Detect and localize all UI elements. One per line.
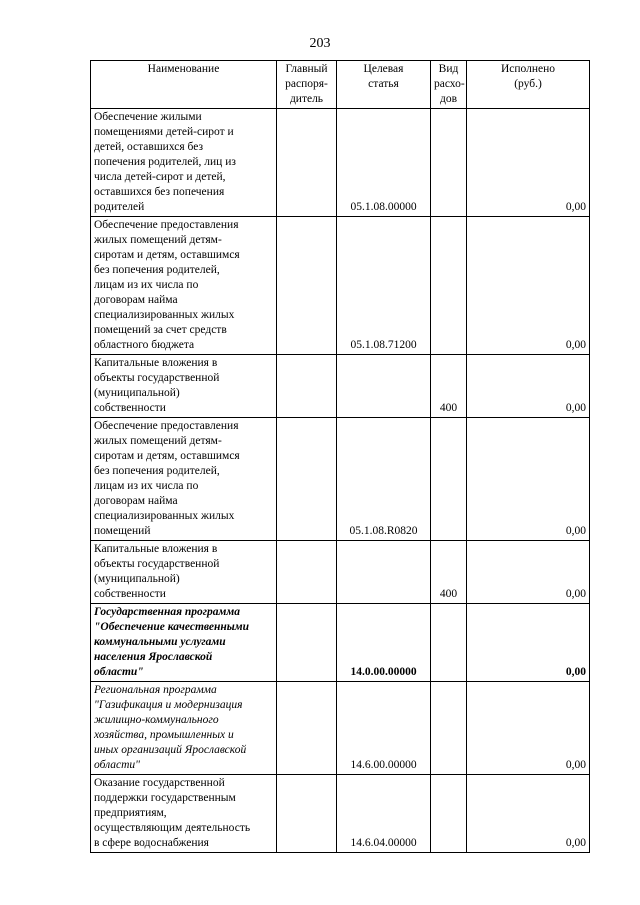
row-name-line: (муниципальной) [94,387,180,399]
row-name-line: жилых помещений детям- [94,234,222,246]
row-name-line: хозяйства, промышленных и [94,729,234,741]
row-name-cell [91,604,277,682]
header-type: Вид расхо- дов [431,61,467,109]
row-type-cell [431,217,467,355]
row-executed-cell: 0,00 [467,682,590,775]
row-name-line: помещениями детей-сирот и [94,126,234,138]
row-type-cell: 400 [431,355,467,418]
row-type-cell [431,775,467,853]
row-name-line: договорам найма [94,495,178,507]
row-name-line: Обеспечение жилыми [94,111,202,123]
row-type-cell: 400 [431,541,467,604]
row-name-line: собственности [94,402,166,414]
row-executed-cell: 0,00 [467,109,590,217]
row-type-cell [431,109,467,217]
table-row [91,775,590,853]
row-admin-cell [277,355,337,418]
header-target: Целевая статья [337,61,431,109]
row-name-line: коммунальными услугами [94,636,226,648]
row-target-cell: 05.1.08.71200 [337,217,431,355]
row-name-line: специализированных жилых [94,309,235,321]
row-name-line: помещений [94,525,151,537]
row-name-cell [91,541,277,604]
row-executed-cell: 0,00 [467,418,590,541]
row-name-line: Региональная программа [94,684,217,696]
row-name-cell [91,355,277,418]
row-name-line: объекты государственной [94,558,220,570]
row-name-line: жилищно-коммунального [94,714,219,726]
row-executed-cell: 0,00 [467,775,590,853]
row-name-line: населения Ярославской [94,651,213,663]
row-admin-cell [277,217,337,355]
row-target-cell: 05.1.08.R0820 [337,418,431,541]
row-name-line: "Газификация и модернизация [94,699,243,711]
row-name-line: помещений за счет средств [94,324,227,336]
row-executed-cell: 0,00 [467,604,590,682]
row-name-line: поддержки государственным [94,792,236,804]
row-name-line: Обеспечение предоставления [94,219,239,231]
header-name: Наименование [91,61,277,109]
row-executed-cell: 0,00 [467,541,590,604]
row-admin-cell [277,682,337,775]
table-body [91,109,590,853]
row-target-cell [337,355,431,418]
row-type-cell [431,418,467,541]
row-target-cell [337,541,431,604]
table-row [91,109,590,217]
row-admin-cell [277,604,337,682]
row-name-line: без попечения родителей, [94,465,220,477]
row-name-line: объекты государственной [94,372,220,384]
row-name-cell [91,418,277,541]
row-type-cell [431,604,467,682]
table-row [91,541,590,604]
row-name-line: собственности [94,588,166,600]
table-row [91,217,590,355]
header-executed: Исполнено (руб.) [467,61,590,109]
row-name-line: лицам из их числа по [94,480,199,492]
table-row [91,355,590,418]
row-name-line: области" [94,759,140,771]
row-name-line: детей, оставшихся без [94,141,204,153]
table-row [91,682,590,775]
header-admin: Главный распоря- дитель [277,61,337,109]
budget-table [90,60,590,853]
row-admin-cell [277,109,337,217]
row-name-line: Капитальные вложения в [94,357,218,369]
row-name-line: специализированных жилых [94,510,235,522]
row-name-line: сиротам и детям, оставшимся [94,450,240,462]
row-name-cell [91,217,277,355]
row-name-line: родителей [94,201,145,213]
row-name-cell [91,775,277,853]
row-admin-cell [277,418,337,541]
row-executed-cell: 0,00 [467,355,590,418]
row-name-line: (муниципальной) [94,573,180,585]
table-row [91,604,590,682]
row-name-line: оставшихся без попечения [94,186,225,198]
row-name-line: иных организаций Ярославской [94,744,247,756]
row-target-cell: 05.1.08.00000 [337,109,431,217]
row-name-line: жилых помещений детям- [94,435,222,447]
row-executed-cell: 0,00 [467,217,590,355]
row-name-line: лицам из их числа по [94,279,199,291]
row-name-line: без попечения родителей, [94,264,220,276]
row-name-line: в сфере водоснабжения [94,837,209,849]
table-header-row [91,61,590,109]
row-name-cell [91,109,277,217]
row-name-line: области" [94,666,144,678]
page-number: 203 [309,36,331,51]
row-name-line: осуществляющим деятельность [94,822,251,834]
table-row [91,418,590,541]
row-type-cell [431,682,467,775]
row-target-cell: 14.0.00.00000 [337,604,431,682]
row-name-line: Капитальные вложения в [94,543,218,555]
row-name-line: договорам найма [94,294,178,306]
row-name-line: Государственная программа [94,606,241,618]
row-name-line: областного бюджета [94,339,195,351]
row-target-cell: 14.6.04.00000 [337,775,431,853]
row-name-cell [91,682,277,775]
row-name-line: попечения родителей, лиц из [94,156,236,168]
row-name-line: предприятиям, [94,807,167,819]
row-name-line: сиротам и детям, оставшимся [94,249,240,261]
row-target-cell: 14.6.00.00000 [337,682,431,775]
row-name-line: Обеспечение предоставления [94,420,239,432]
row-admin-cell [277,541,337,604]
row-name-line: числа детей-сирот и детей, [94,171,226,183]
row-name-line: Оказание государственной [94,777,225,789]
row-admin-cell [277,775,337,853]
row-name-line: "Обеспечение качественными [94,621,250,633]
